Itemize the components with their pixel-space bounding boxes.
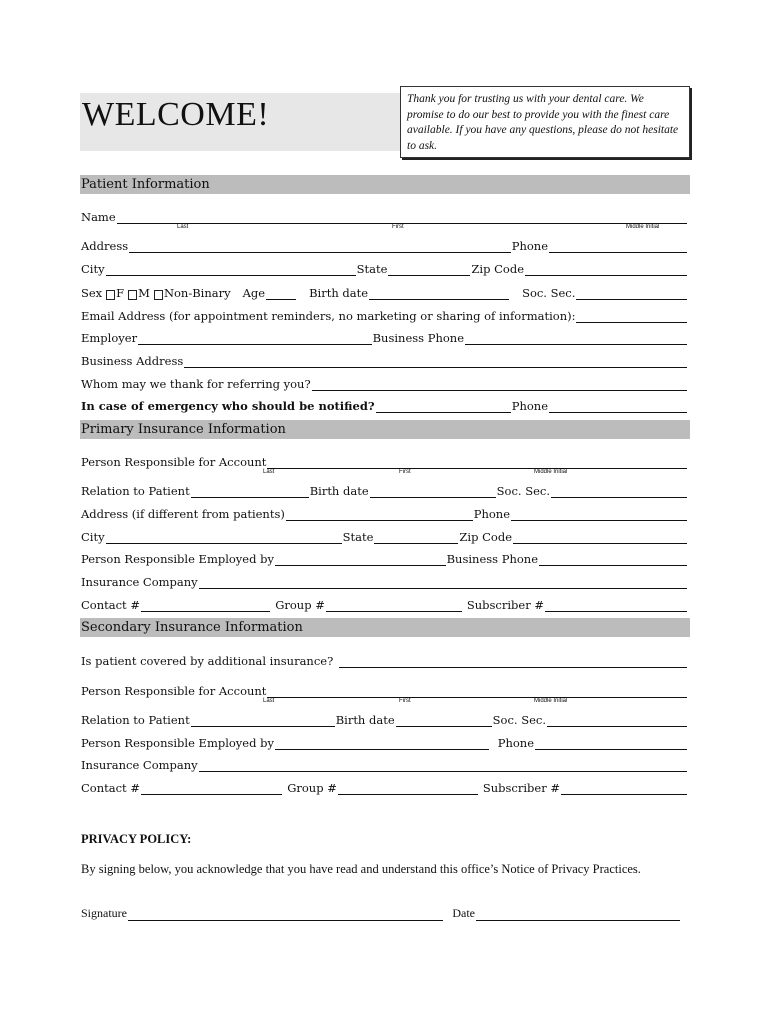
referral-field[interactable] [312,378,687,391]
sex-female-label: F [116,286,125,300]
secondary-covered-row [81,652,688,668]
primary-employed-field[interactable] [275,553,446,566]
sex-female-checkbox[interactable] [106,290,115,300]
primary-subscriber-field[interactable] [545,599,687,612]
primary-contact-label: Contact # [81,598,140,612]
phone-label: Phone [511,239,548,253]
primary-phone-field[interactable] [511,508,687,521]
primary-state-field[interactable] [374,531,458,544]
secondary-employed-field[interactable] [275,737,489,750]
secondary-subscriber-field[interactable] [561,782,687,795]
primary-city-row [81,528,688,544]
primary-relation-field[interactable] [191,485,309,498]
secondary-company-row [81,756,688,772]
secondary-employed-label: Person Responsible Employed by [81,736,274,750]
secondary-relation-row [81,711,688,727]
signature-field[interactable] [128,908,443,921]
secondary-phone-label: Phone [497,736,534,750]
address-label: Address [81,239,129,253]
secondary-covered-field[interactable] [339,655,687,668]
primary-ssn-label: Soc. Sec. [496,484,550,498]
secondary-contact-field[interactable] [141,782,282,795]
signature-row [81,905,681,921]
phone-field[interactable] [549,240,687,253]
primary-relation-label: Relation to Patient [81,484,190,498]
secondary-birth-label: Birth date [335,713,395,727]
state-field[interactable] [388,263,470,276]
primary-state-label: State [342,530,374,544]
date-field[interactable] [476,908,680,921]
name-last-caption: Last [177,224,189,230]
primary-company-field[interactable] [199,576,687,589]
age-label: Age [242,286,266,300]
secondary-ssn-field[interactable] [547,714,687,727]
business-phone-label: Business Phone [372,331,464,345]
primary-relation-row [81,482,688,498]
email-row [81,307,688,323]
address-row [81,237,688,253]
secondary-contact-row [81,779,688,795]
section-secondary-insurance: Secondary Insurance Information [80,618,690,637]
ssn-label: Soc. Sec. [522,286,576,300]
secondary-relation-label: Relation to Patient [81,713,190,727]
sex-male-label: M [138,286,150,300]
business-address-field[interactable] [184,355,687,368]
zip-label: Zip Code [471,262,524,276]
primary-contact-row [81,596,688,612]
primary-employed-row [81,550,688,566]
primary-address-field[interactable] [286,508,473,521]
age-field[interactable] [266,287,296,300]
city-row [81,260,688,276]
primary-employed-label: Person Responsible Employed by [81,552,274,566]
signature-label: Signature [81,906,127,920]
emergency-phone-label: Phone [511,399,548,413]
zip-field[interactable] [525,263,687,276]
primary-responsible-field[interactable] [267,456,687,469]
primary-last-caption: Last [263,469,275,475]
city-field[interactable] [106,263,356,276]
primary-subscriber-label: Subscriber # [466,598,544,612]
sex-label: Sex [81,286,103,300]
secondary-birth-field[interactable] [396,714,492,727]
primary-contact-field[interactable] [141,599,270,612]
emergency-contact-field[interactable] [376,400,511,413]
primary-mi-caption: Middle Initial [534,469,568,475]
section-patient-information: Patient Information [80,175,690,194]
primary-address-row [81,505,688,521]
secondary-mi-caption: Middle Initial [534,698,568,704]
state-label: State [356,262,388,276]
secondary-responsible-field[interactable] [267,685,687,698]
primary-city-field[interactable] [106,531,342,544]
primary-responsible-row [81,453,688,469]
primary-group-label: Group # [275,598,325,612]
section-primary-insurance: Primary Insurance Information [80,420,690,439]
secondary-responsible-label: Person Responsible for Account [81,684,267,698]
primary-phone-label: Phone [473,507,510,521]
secondary-relation-field[interactable] [191,714,335,727]
business-address-label: Business Address [81,354,184,368]
thank-you-note: Thank you for trusting us with your dental care. We promise to do our best to provide you with the finest care available. If you have any questions, please do not hesitate to ask. [400,86,690,158]
referral-row [81,375,688,391]
primary-ssn-field[interactable] [551,485,687,498]
secondary-responsible-row [81,682,688,698]
primary-business-phone-field[interactable] [539,553,687,566]
secondary-first-caption: First [399,698,411,704]
primary-birth-label: Birth date [309,484,369,498]
secondary-contact-label: Contact # [81,781,140,795]
page-title: WELCOME! [82,96,270,133]
name-first-caption: First [392,224,404,230]
secondary-employed-row [81,734,688,750]
primary-zip-field[interactable] [513,531,687,544]
city-label: City [81,262,105,276]
birth-date-label: Birth date [309,286,369,300]
primary-responsible-label: Person Responsible for Account [81,455,267,469]
secondary-ssn-label: Soc. Sec. [492,713,546,727]
employer-label: Employer [81,331,138,345]
secondary-company-field[interactable] [199,759,687,772]
primary-birth-field[interactable] [370,485,496,498]
address-field[interactable] [129,240,511,253]
primary-first-caption: First [399,469,411,475]
birth-date-field[interactable] [369,287,509,300]
name-mi-caption: Middle Initial [626,224,660,230]
primary-city-label: City [81,530,105,544]
secondary-group-field[interactable] [338,782,478,795]
employer-field[interactable] [138,332,372,345]
secondary-company-label: Insurance Company [81,758,198,772]
secondary-group-label: Group # [287,781,337,795]
sex-row [81,284,688,300]
referral-label: Whom may we thank for referring you? [81,377,311,391]
business-phone-field[interactable] [465,332,687,345]
primary-company-label: Insurance Company [81,575,198,589]
date-label: Date [452,906,475,920]
name-row [81,208,688,224]
ssn-field[interactable] [576,287,687,300]
emergency-phone-field[interactable] [549,400,687,413]
email-label: Email Address (for appointment reminders, no marketing or sharing of information): [81,309,576,323]
emergency-row [81,397,688,413]
employer-row [81,329,688,345]
sex-male-checkbox[interactable] [128,290,137,300]
privacy-policy-heading: PRIVACY POLICY: [81,832,192,846]
secondary-covered-label: Is patient covered by additional insurance? [81,654,334,668]
name-label: Name [81,210,116,224]
sex-nonbinary-label: Non-Binary [163,286,231,300]
emergency-label: In case of emergency who should be notified? [81,399,375,413]
secondary-subscriber-label: Subscriber # [482,781,560,795]
email-field[interactable] [576,310,687,323]
primary-company-row [81,573,688,589]
sex-nonbinary-checkbox[interactable] [154,290,163,300]
secondary-phone-field[interactable] [535,737,687,750]
primary-address-label: Address (if different from patients) [81,507,285,521]
business-address-row [81,352,688,368]
secondary-last-caption: Last [263,698,275,704]
privacy-policy-text: By signing below, you acknowledge that you have read and understand this office’s Notice of Privacy Practices. [81,862,641,876]
primary-group-field[interactable] [326,599,462,612]
primary-zip-label: Zip Code [459,530,512,544]
name-field[interactable] [117,211,687,224]
primary-business-phone-label: Business Phone [446,552,538,566]
